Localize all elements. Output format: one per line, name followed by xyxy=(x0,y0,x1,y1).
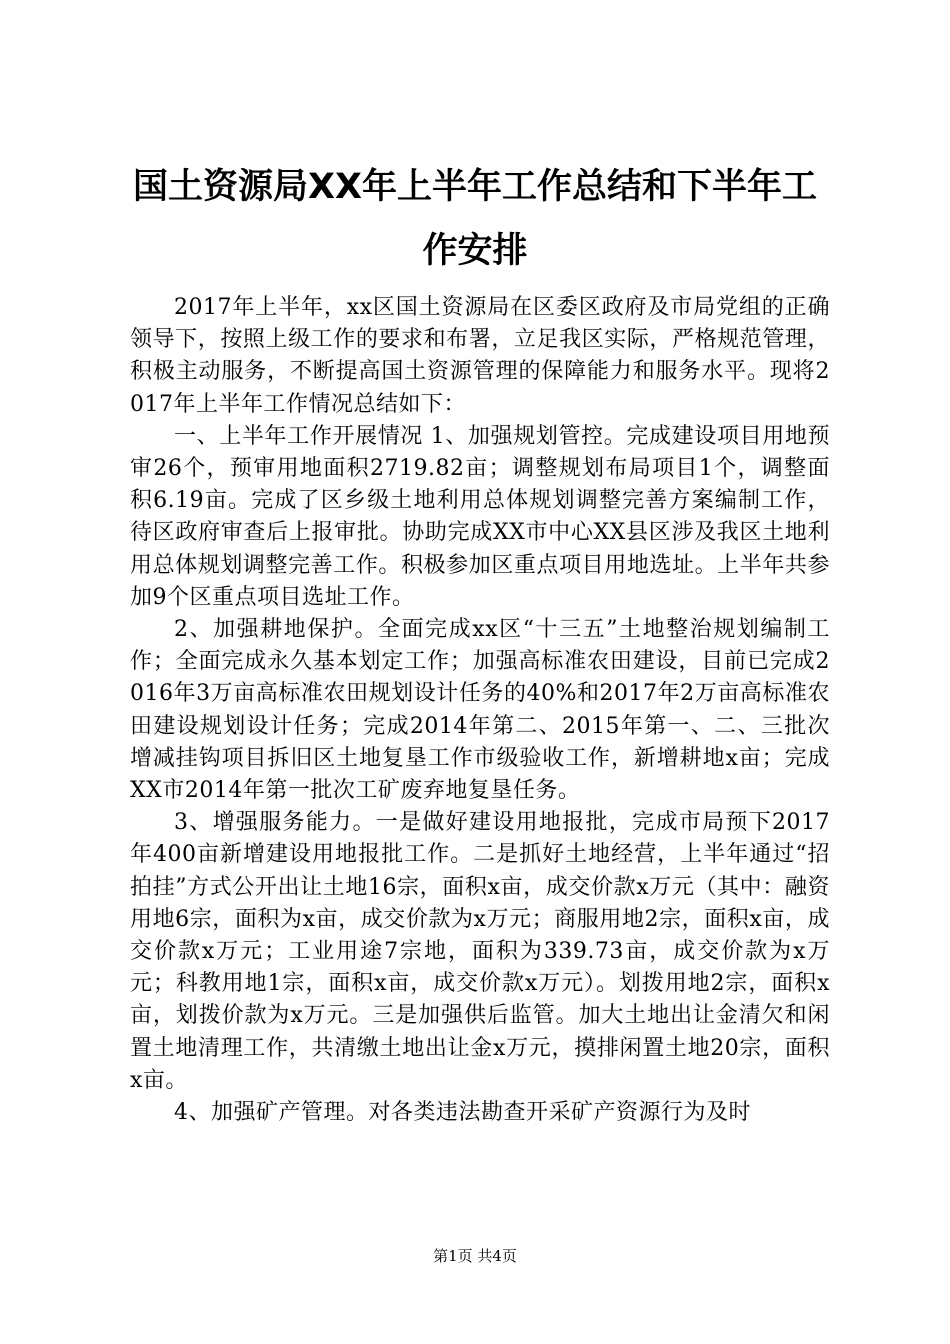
paragraph-farmland: 2、加强耕地保护。全面完成xx区“十三五”土地整治规划编制工作；全面完成永久基本划定工作；加强高标准农田建设，目前已完成2016年3万亩高标准农田规划设计任务的40%和2017年2万亩高标准农田建设规划设计任务；完成2014年第二、2015年第一、二、三批次增减挂钩项目拆旧区土地复垦工作市级验收工作，新增耕地x亩；完成XX市2014年第一批次工矿废弃地复垦任务。 xyxy=(130,617,830,804)
paragraph-mineral: 4、加强矿产管理。对各类违法勘查开采矿产资源行为及时 xyxy=(174,1100,751,1126)
page-number-footer: 第1页 共4页 xyxy=(433,1247,517,1265)
document-body xyxy=(130,292,830,1129)
paragraph-planning: 一、上半年工作开展情况 1、加强规划管控。完成建设项目用地预审26个，预审用地面积2719.82亩；调整规划布局项目1个，调整面积6.19亩。完成了区乡级土地利用总体规划调整完善方案编制工作，待区政府审查后上报审批。协助完成XX市中心XX县区涉及我区土地利用总体规划调整完善工作。积极参加区重点项目用地选址。上半年共参加9个区重点项目选址工作。 xyxy=(130,423,830,610)
paragraph-service: 3、增强服务能力。一是做好建设用地报批，完成市局预下2017年400亩新增建设用地报批工作。二是抓好土地经营，上半年通过“招拍挂”方式公开出让土地16宗，面积x亩，成交价款x万元（其中：融资用地6宗，面积为x亩，成交价款为x万元；商服用地2宗，面积x亩，成交价款x万元；工业用途7宗地，面积为339.73亩，成交价款为x万元；科教用地1宗，面积x亩，成交价款x万元）。划拨用地2宗，面积x亩，划拨价款为x万元。三是加强供后监管。加大土地出让金清欠和闲置土地清理工作，共清缴土地出让金x万元，摸排闲置土地20宗，面积x亩。 xyxy=(130,810,830,1093)
document-title: 国土资源局XX年上半年工作总结和下半年工作安排 xyxy=(133,167,817,271)
paragraph-intro: 2017年上半年，xx区国土资源局在区委区政府及市局党组的正确领导下，按照上级工作的要求和布署，立足我区实际，严格规范管理，积极主动服务，不断提高国土资源管理的保障能力和服务水平。现将2017年上半年工作情况总结如下： xyxy=(130,295,830,417)
